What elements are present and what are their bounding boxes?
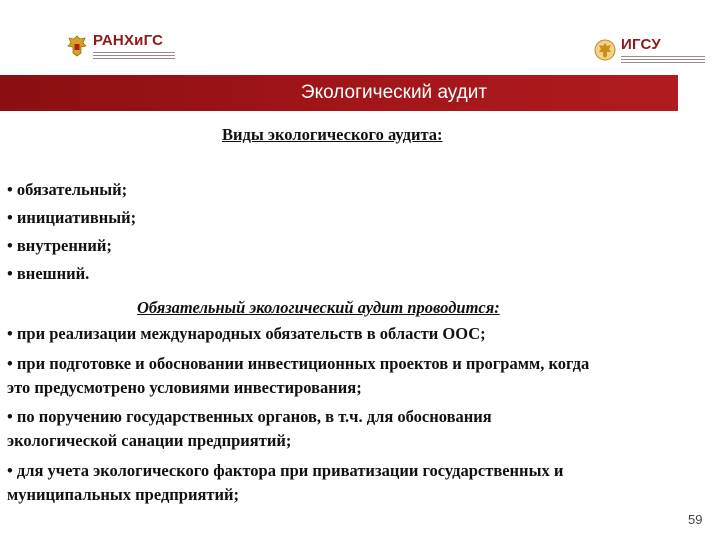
logo-subtitle-lines — [93, 50, 175, 59]
list-item-continuation: муниципальных предприятий; — [7, 485, 240, 504]
list-item: • при подготовке и обосновании инвестиционных проектов и программ, когда — [7, 354, 590, 373]
ranepa-logo-text: РАНХиГС — [93, 32, 164, 49]
eagle-emblem-icon — [66, 34, 88, 58]
section-heading-types: Виды экологического аудита: — [222, 125, 443, 144]
logo-subtitle-lines — [621, 54, 705, 63]
page-number: 59 — [688, 512, 703, 527]
slide-title: Экологический аудит — [300, 82, 488, 103]
ranepa-logo — [66, 33, 175, 59]
list-item: • при реализации международных обязательств в области ООС; — [7, 324, 486, 343]
list-item: • по поручению государственных органов, в т.ч. для обоснования — [7, 407, 492, 426]
eagle-emblem-icon — [594, 38, 616, 62]
igsu-logo-text: ИГСУ — [621, 36, 661, 53]
list-item-continuation: экологической санации предприятий; — [7, 431, 292, 450]
list-item: • инициативный; — [7, 208, 137, 227]
list-item: • внешний. — [7, 264, 90, 283]
section-heading-mandatory: Обязательный экологический аудит проводится: — [137, 298, 500, 317]
list-item-continuation: это предусмотрено условиями инвестирования; — [7, 378, 362, 397]
igsu-logo — [594, 37, 705, 63]
list-item: • внутренний; — [7, 236, 112, 255]
list-item: • обязательный; — [7, 180, 128, 199]
list-item: • для учета экологического фактора при приватизации государственных и — [7, 461, 564, 480]
